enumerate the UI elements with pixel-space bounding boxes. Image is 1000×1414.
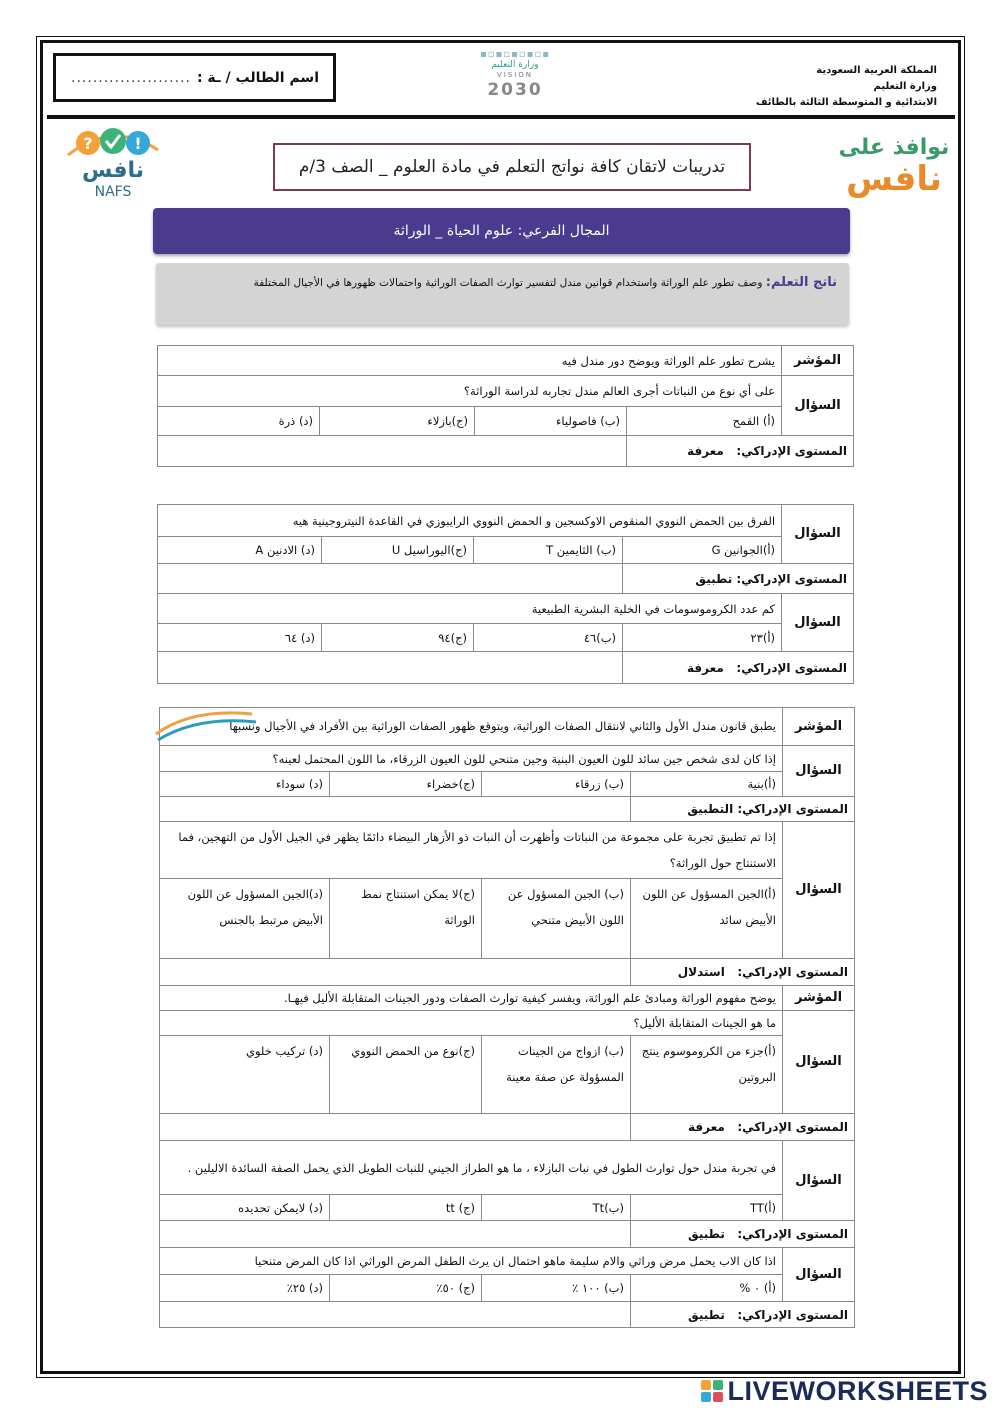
cognitive-level-label: المستوى الإدراكي: — [737, 965, 848, 979]
liveworksheets-brand — [701, 1374, 988, 1408]
answer-option[interactable]: (د) ٦٤ — [158, 624, 322, 652]
nafs-logo — [58, 125, 168, 200]
answer-option[interactable]: (أ) ٠ % — [631, 1275, 783, 1302]
student-name-label: اسم الطالب / ـة : — [196, 69, 319, 86]
cognitive-level — [631, 1114, 855, 1141]
cognitive-level-label: المستوى الإدراكي: — [736, 571, 848, 586]
nawafidh-line2: نافس — [846, 159, 942, 198]
cognitive-level-label: المستوى الإدراكي: — [737, 802, 848, 816]
answer-option[interactable]: (ب) الجين المسؤول عن اللون الأبيض متنحي — [482, 879, 631, 959]
question-text: إذا تم تطبيق تجربة على مجموعة من النباتات وأظهرت أن النبات ذو الأزهار البيضاء دائمًا يظهر في الجيل الأول من التهجين، فما الاستنتاج حول الوراثة؟ — [160, 822, 783, 879]
answer-option[interactable]: (ج)نوع من الحمض النووي — [330, 1036, 482, 1114]
cognitive-level-label: المستوى الإدراكي: — [736, 660, 848, 675]
ministry-line: الابتدائية و المتوسطة الثالثة بالطائف — [755, 97, 937, 108]
answer-option[interactable]: (ج) tt — [330, 1195, 482, 1221]
cognitive-level-value: تطبيق — [688, 1307, 725, 1322]
liveworksheets-logo-icon — [701, 1380, 723, 1402]
question-text: في تجربة مندل حول توارث الطول في نبات البازلاء ، ما هو الطراز الجيني للنبات الطويل الذي يحمل الصفة السائدة الاليلين . — [160, 1141, 783, 1195]
answer-option[interactable]: (ج)لا يمكن استنتاج نمط الوراثة — [330, 879, 482, 959]
question-label: السؤال — [783, 1248, 855, 1302]
cognitive-level-value: تطبيق — [695, 571, 733, 586]
cognitive-level-blank — [158, 436, 627, 467]
answer-option[interactable]: (أ)جزء من الكروموسوم ينتج البروتين — [631, 1036, 783, 1114]
cognitive-level — [627, 436, 854, 467]
cognitive-level-blank — [160, 797, 631, 822]
answer-option[interactable]: (د) الادنين A — [158, 537, 322, 564]
cognitive-level-blank — [160, 1114, 631, 1141]
cognitive-level-label: المستوى الإدراكي: — [736, 444, 848, 458]
question-text: ما هو الجينات المتقابلة الأليل؟ — [160, 1011, 783, 1036]
learning-outcome-text: وصف تطور علم الوراثة واستخدام قوانين مندل لتفسير توارث الصفات الوراثية واحتمالات ظهورها في الأجيال المختلفة — [253, 277, 763, 289]
answer-option[interactable]: (أ)الجين المسؤول عن اللون الأبيض سائد — [631, 879, 783, 959]
answer-option[interactable]: (د) تركيب خلوي — [160, 1036, 330, 1114]
question-text: اذا كان الاب يحمل مرض وراثي والام سليمة ماهو احتمال ان يرث الطفل المرض الوراثي اذا كان المرض متنحيا — [160, 1248, 783, 1275]
learning-outcome — [156, 263, 849, 325]
indicator-label: المؤشر — [783, 708, 855, 746]
question-label: السؤال — [783, 1141, 855, 1221]
indicator-text: يوضح مفهوم الوراثة ومبادئ علم الوراثة، ويفسر كيفية توارث الصفات ودور الجينات المتقابلة الأليل فيهـا. — [160, 986, 783, 1011]
answer-option[interactable]: (د) ٢٥٪ — [160, 1275, 330, 1302]
answer-option[interactable]: (أ)بنية — [631, 772, 783, 797]
question-block-3 — [159, 707, 855, 1328]
nawafidh-logo-icon — [838, 128, 950, 198]
question-label: السؤال — [782, 376, 854, 436]
answer-option[interactable]: (أ) القمح — [627, 407, 782, 436]
cognitive-level — [631, 1302, 855, 1328]
decorative-swoosh-icon — [152, 704, 262, 744]
answer-option[interactable]: (ب)Tt — [482, 1195, 631, 1221]
answer-option[interactable]: (أ)الجوانين G — [623, 537, 782, 564]
cognitive-level-value: التطبيق — [687, 802, 734, 816]
nawafidh-nafs-logo — [838, 128, 950, 198]
question-label: السؤال — [783, 822, 855, 959]
cognitive-level — [623, 652, 854, 684]
vision-dots-icon: ▪▫▪▫▪▫▪▫▪ — [480, 49, 550, 60]
cognitive-level-blank — [160, 959, 631, 986]
question-text: الفرق بين الحمض النووي المنقوص الاوكسجين و الحمض النووي الرايبوزي في القاعدة النيتروجينية هيه — [158, 505, 782, 537]
indicator-text: يشرح تطور علم الوراثة ويوضح دور مندل فيه — [158, 346, 782, 376]
answer-option[interactable]: (أ)TT — [631, 1195, 783, 1221]
vision-label: VISION — [496, 71, 534, 79]
answer-option[interactable]: (ج)بازلاء — [320, 407, 475, 436]
nafs-logo-latin: NAFS — [94, 184, 132, 200]
answer-option[interactable]: (ب) زرقاء — [482, 772, 631, 797]
answer-option[interactable]: (ج)خضراء — [330, 772, 482, 797]
indicator-label: المؤشر — [782, 346, 854, 376]
header-divider — [47, 115, 955, 119]
svg-text:!: ! — [134, 134, 142, 153]
cognitive-level-blank — [158, 564, 623, 594]
question-block-2 — [157, 504, 854, 684]
domain-bar: المجال الفرعي: علوم الحياة _ الوراثة — [153, 208, 850, 254]
cognitive-level-label: المستوى الإدراكي: — [737, 1120, 848, 1134]
answer-option[interactable]: (ب) ١٠٠ ٪ — [482, 1275, 631, 1302]
cognitive-level-value: استدلال — [677, 965, 725, 979]
svg-text:?: ? — [83, 134, 93, 153]
question-label: السؤال — [783, 1011, 855, 1114]
answer-option[interactable]: (ب) الثايمين T — [474, 537, 623, 564]
student-name-field[interactable]: ...................... — [71, 69, 191, 86]
answer-option[interactable]: (د) سوداء — [160, 772, 330, 797]
cognitive-level-value: معرفة — [687, 660, 724, 675]
indicator-text: يطبق قانون مندل الأول والثاني لانتقال الصفات الوراثية، ويتوقع ظهور الصفات الوراثية بين الأفراد في الأجيال ونسبها — [160, 708, 783, 746]
cognitive-level-label: المستوى الإدراكي: — [737, 1227, 848, 1241]
cognitive-level-label: المستوى الإدراكي: — [737, 1307, 848, 1322]
indicator-label: المؤشر — [783, 986, 855, 1011]
question-label: السؤال — [783, 746, 855, 797]
vision-year: 2030 — [487, 80, 543, 100]
question-label: السؤال — [782, 594, 854, 652]
answer-option[interactable]: (أ)٢٣ — [623, 624, 782, 652]
cognitive-level-value: تطبيق — [688, 1227, 725, 1241]
vision-ministry-text: وزارة التعليم — [491, 60, 539, 70]
cognitive-level-value: معرفة — [688, 1120, 725, 1134]
answer-option[interactable]: (ب) ازواج من الجينات المسؤولة عن صفة معينة — [482, 1036, 631, 1114]
question-text: كم عدد الكروموسومات في الخلية البشرية الطبيعية — [158, 594, 782, 624]
cognitive-level — [623, 564, 854, 594]
answer-option[interactable]: (د) لايمكن تحديده — [160, 1195, 330, 1221]
student-name-box — [53, 53, 336, 102]
cognitive-level — [631, 1221, 855, 1248]
nafs-logo-text: نافس — [81, 158, 145, 183]
cognitive-level-blank — [160, 1221, 631, 1248]
learning-outcome-label: ناتج التعلم: — [765, 275, 837, 290]
worksheet-title: تدريبات لاتقان كافة نواتج التعلم في مادة العلوم _ الصف 3/م — [273, 143, 751, 191]
cognitive-level — [631, 959, 855, 986]
answer-option[interactable]: (ج) ٥٠٪ — [330, 1275, 482, 1302]
answer-option[interactable]: (د) ذرة — [158, 407, 320, 436]
cognitive-level-blank — [158, 652, 623, 684]
cognitive-level-value: معرفة — [687, 444, 724, 458]
cognitive-level — [631, 797, 855, 822]
question-block-1 — [157, 345, 854, 467]
ministry-header — [697, 63, 937, 111]
answer-option[interactable]: (ب) فاصولياء — [475, 407, 627, 436]
ministry-line: المملكة العربية السعودية — [816, 65, 937, 76]
answer-option[interactable]: (د)الجين المسؤول عن اللون الأبيض مرتبط بالجنس — [160, 879, 330, 959]
question-text: إذا كان لدى شخص جين سائد للون العيون البنية وجين متنحي للون العيون الزرقاء، ما اللون المحتمل لعينه؟ — [160, 746, 783, 772]
ministry-line: وزارة التعليم — [873, 81, 937, 92]
nawafidh-line1: نوافذ على — [838, 135, 950, 160]
liveworksheets-text: LIVEWORKSHEETS — [727, 1375, 988, 1406]
nafs-logo-icon — [58, 125, 168, 200]
vision-2030-logo — [460, 50, 570, 110]
question-text: على أي نوع من النباتات أجرى العالم مندل تجاربه لدراسة الوراثة؟ — [158, 376, 782, 407]
answer-option[interactable]: (ج)٩٤ — [322, 624, 474, 652]
question-label: السؤال — [782, 505, 854, 564]
answer-option[interactable]: (ج)اليوراسيل U — [322, 537, 474, 564]
cognitive-level-blank — [160, 1302, 631, 1328]
answer-option[interactable]: (ب)٤٦ — [474, 624, 623, 652]
